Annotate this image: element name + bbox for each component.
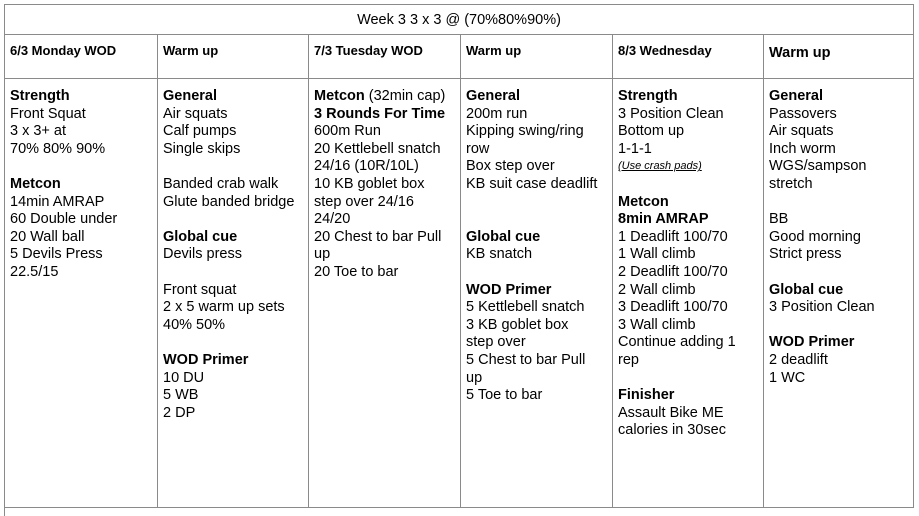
- line-text: 2 Deadlift 100/70: [618, 263, 728, 280]
- line-text: step over 24/16: [314, 193, 414, 210]
- cell-line: [10, 264, 157, 282]
- line-text: Metcon: [10, 175, 61, 192]
- cell-line: [163, 370, 308, 388]
- column-header: Warm up: [461, 35, 612, 79]
- line-text: Air squats: [769, 123, 834, 140]
- line-text: 40% 50%: [163, 316, 226, 333]
- line-text: 3 Position Clean: [769, 299, 875, 316]
- column-monday-warmup: [157, 35, 308, 507]
- cell-line: [769, 123, 913, 141]
- cell-line: [314, 229, 460, 247]
- line-text: 5 WB: [163, 387, 199, 404]
- line-text: 70% 80% 90%: [10, 140, 106, 157]
- section-heading: [769, 88, 913, 106]
- cell-line: [163, 405, 308, 423]
- line-text: 2 x 5 warm up sets: [163, 299, 285, 316]
- line-suffix: (32min cap): [364, 88, 446, 104]
- line-text: 10 KB goblet box: [314, 175, 425, 192]
- cell-line: [163, 317, 308, 335]
- line-text: 3 Position Clean: [618, 105, 724, 122]
- cell-line: [314, 158, 460, 176]
- column-header: 6/3 Monday WOD: [5, 35, 157, 79]
- line-text: 20 Chest to bar Pull: [314, 228, 442, 245]
- cell-line: [618, 422, 763, 440]
- line-text: Continue adding 1: [618, 334, 736, 351]
- column-body: [461, 79, 612, 405]
- column-header: 7/3 Tuesday WOD: [309, 35, 460, 79]
- cell-line: [618, 246, 763, 264]
- cell-line: [314, 194, 460, 212]
- line-text: 1 Wall climb: [618, 246, 696, 263]
- cell-line: [466, 299, 612, 317]
- line-text: 3 Rounds For Time: [314, 105, 446, 122]
- column-body: [764, 79, 913, 387]
- line-text: 5 Devils Press: [10, 246, 103, 263]
- line-text: General: [163, 88, 217, 104]
- cell-line: [163, 194, 308, 212]
- cell-line: [769, 141, 913, 159]
- line-text: Global cue: [163, 228, 238, 245]
- line-text: 20 Wall ball: [10, 228, 85, 245]
- cell-line: [10, 211, 157, 229]
- cell-line: [769, 176, 913, 194]
- table-title: Week 3 3 x 3 @ (70%80%90%): [5, 5, 913, 35]
- spacer: [163, 334, 308, 352]
- table-edge: [4, 508, 5, 516]
- line-text: 2 deadlift: [769, 351, 828, 368]
- line-text: 20 Toe to bar: [314, 263, 399, 280]
- cell-line: [466, 317, 612, 335]
- line-text: Banded crab walk: [163, 175, 279, 192]
- line-text: Glute banded bridge: [163, 193, 295, 210]
- cell-line: [466, 123, 612, 141]
- line-text: General: [769, 88, 823, 104]
- cell-line: [466, 141, 612, 159]
- column-monday-wod: [5, 35, 157, 507]
- line-text: 60 Double under: [10, 211, 118, 228]
- cell-line: [769, 370, 913, 388]
- line-text: Box step over: [466, 158, 555, 175]
- line-text: Kipping swing/ring: [466, 123, 584, 140]
- cell-line: [314, 246, 460, 264]
- cell-line: [10, 123, 157, 141]
- cell-line: [618, 405, 763, 423]
- section-heading: [314, 88, 460, 106]
- spacer: [466, 264, 612, 282]
- line-text: WGS/sampson: [769, 158, 867, 175]
- column-header: Warm up: [764, 35, 913, 79]
- line-text: 2 DP: [163, 404, 196, 421]
- line-text: Calf pumps: [163, 123, 237, 140]
- column-body: [158, 79, 308, 422]
- line-text: 14min AMRAP: [10, 193, 105, 210]
- line-text: 2 Wall climb: [618, 281, 696, 298]
- cell-line: [10, 246, 157, 264]
- cell-line: [466, 352, 612, 370]
- line-text: General: [466, 88, 520, 104]
- cell-line: [10, 141, 157, 159]
- line-text: 1-1-1: [618, 140, 652, 157]
- line-text: step over: [466, 334, 526, 351]
- line-text: 3 x 3+ at: [10, 123, 67, 140]
- cell-line: [163, 123, 308, 141]
- line-text: Devils press: [163, 246, 242, 263]
- cell-line: [163, 299, 308, 317]
- cell-line: [618, 282, 763, 300]
- spacer: [163, 211, 308, 229]
- section-heading: [466, 229, 612, 247]
- section-heading: [163, 352, 308, 370]
- line-text: 3 KB goblet box: [466, 316, 569, 333]
- cell-line: [769, 106, 913, 124]
- cell-line: [466, 158, 612, 176]
- cell-line: [466, 246, 612, 264]
- cell-line: [466, 370, 612, 388]
- section-heading: [163, 229, 308, 247]
- section-heading: [769, 282, 913, 300]
- line-text: Strength: [10, 88, 70, 104]
- cell-line: [769, 299, 913, 317]
- line-text: 5 Chest to bar Pull: [466, 351, 586, 368]
- column-header: Warm up: [158, 35, 308, 79]
- cell-line: [314, 141, 460, 159]
- line-text: 600m Run: [314, 123, 381, 140]
- spacer: [769, 317, 913, 335]
- line-text: Bottom up: [618, 123, 685, 140]
- line-text: Strength: [618, 88, 678, 104]
- cell-line: [466, 176, 612, 194]
- column-body: [5, 79, 157, 282]
- cell-line: [466, 334, 612, 352]
- spacer: [163, 264, 308, 282]
- line-text: Finisher: [618, 387, 675, 404]
- cell-line: [618, 141, 763, 159]
- line-text: KB snatch: [466, 246, 533, 263]
- line-text: up: [466, 369, 483, 386]
- line-text: 5 Kettlebell snatch: [466, 299, 585, 316]
- cell-line: [314, 176, 460, 194]
- spacer: [10, 158, 157, 176]
- section-heading: [618, 88, 763, 106]
- cell-line: [314, 264, 460, 282]
- line-text: 3 Wall climb: [618, 316, 696, 333]
- cell-line: [618, 106, 763, 124]
- cell-line: [618, 299, 763, 317]
- cell-line: [769, 352, 913, 370]
- spacer: [466, 211, 612, 229]
- line-text: Front squat: [163, 281, 237, 298]
- line-text: Metcon: [314, 88, 365, 104]
- line-text: Air squats: [163, 105, 228, 122]
- section-heading: [10, 176, 157, 194]
- column-wednesday-warmup: [763, 35, 913, 507]
- cell-line: [314, 211, 460, 229]
- cell-line: [466, 387, 612, 405]
- line-text: Single skips: [163, 140, 241, 157]
- column-wednesday-wod: [612, 35, 763, 507]
- line-text: up: [314, 246, 331, 263]
- section-heading: [163, 88, 308, 106]
- spacer: [769, 264, 913, 282]
- cell-line: [769, 211, 913, 229]
- cell-line: [163, 387, 308, 405]
- cell-line: [618, 264, 763, 282]
- section-heading: [618, 387, 763, 405]
- spacer: [618, 370, 763, 388]
- line-text: stretch: [769, 175, 813, 192]
- cell-line: [10, 106, 157, 124]
- line-text: rep: [618, 351, 639, 368]
- line-text: Good morning: [769, 228, 861, 245]
- line-text: WOD Primer: [466, 281, 552, 298]
- line-text: KB suit case deadlift: [466, 175, 598, 192]
- cell-line: [769, 158, 913, 176]
- spacer: [466, 194, 612, 212]
- line-text: 22.5/15: [10, 263, 59, 280]
- section-heading: [769, 334, 913, 352]
- line-text: Strict press: [769, 246, 842, 263]
- line-text: 8min AMRAP: [618, 211, 709, 228]
- cell-line: [466, 106, 612, 124]
- cell-line: [10, 229, 157, 247]
- cell-line: [618, 158, 763, 176]
- column-header: 8/3 Wednesday: [613, 35, 763, 79]
- spacer: [618, 176, 763, 194]
- column-body: [613, 79, 763, 440]
- cell-line: [163, 176, 308, 194]
- line-text: WOD Primer: [163, 351, 249, 368]
- section-heading: [466, 282, 612, 300]
- cell-line: [314, 123, 460, 141]
- line-text: 1 Deadlift 100/70: [618, 228, 728, 245]
- line-text: BB: [769, 211, 789, 228]
- line-text: Inch worm: [769, 140, 836, 157]
- cell-line: [769, 246, 913, 264]
- line-text: Assault Bike ME: [618, 404, 724, 421]
- section-heading: [618, 211, 763, 229]
- line-text: (Use crash pads): [618, 160, 702, 173]
- cell-line: [618, 352, 763, 370]
- cell-line: [618, 317, 763, 335]
- line-text: 10 DU: [163, 369, 205, 386]
- spacer: [163, 158, 308, 176]
- line-text: Global cue: [466, 228, 541, 245]
- cell-line: [10, 194, 157, 212]
- column-body: [309, 79, 460, 282]
- line-text: 5 Toe to bar: [466, 387, 543, 404]
- cell-line: [769, 229, 913, 247]
- line-text: Global cue: [769, 281, 844, 298]
- line-text: 24/20: [314, 211, 351, 228]
- cell-line: [163, 141, 308, 159]
- line-text: Passovers: [769, 105, 837, 122]
- line-text: Front Squat: [10, 105, 86, 122]
- cell-line: [618, 334, 763, 352]
- section-heading: [314, 106, 460, 124]
- cell-line: [618, 229, 763, 247]
- cell-line: [618, 123, 763, 141]
- line-text: 20 Kettlebell snatch: [314, 140, 441, 157]
- cell-line: [163, 246, 308, 264]
- cell-line: [163, 282, 308, 300]
- cell-line: [163, 106, 308, 124]
- column-tuesday-warmup: [460, 35, 612, 507]
- line-text: calories in 30sec: [618, 422, 726, 439]
- section-heading: [466, 88, 612, 106]
- spacer: [769, 194, 913, 212]
- line-text: 3 Deadlift 100/70: [618, 299, 728, 316]
- column-tuesday-wod: [308, 35, 460, 507]
- line-text: 1 WC: [769, 369, 806, 386]
- section-heading: [10, 88, 157, 106]
- line-text: Metcon: [618, 193, 669, 210]
- section-heading: [618, 194, 763, 212]
- line-text: WOD Primer: [769, 334, 855, 351]
- line-text: 24/16 (10R/10L): [314, 158, 419, 175]
- workout-table: [4, 4, 914, 508]
- line-text: 200m run: [466, 105, 528, 122]
- line-text: row: [466, 140, 490, 157]
